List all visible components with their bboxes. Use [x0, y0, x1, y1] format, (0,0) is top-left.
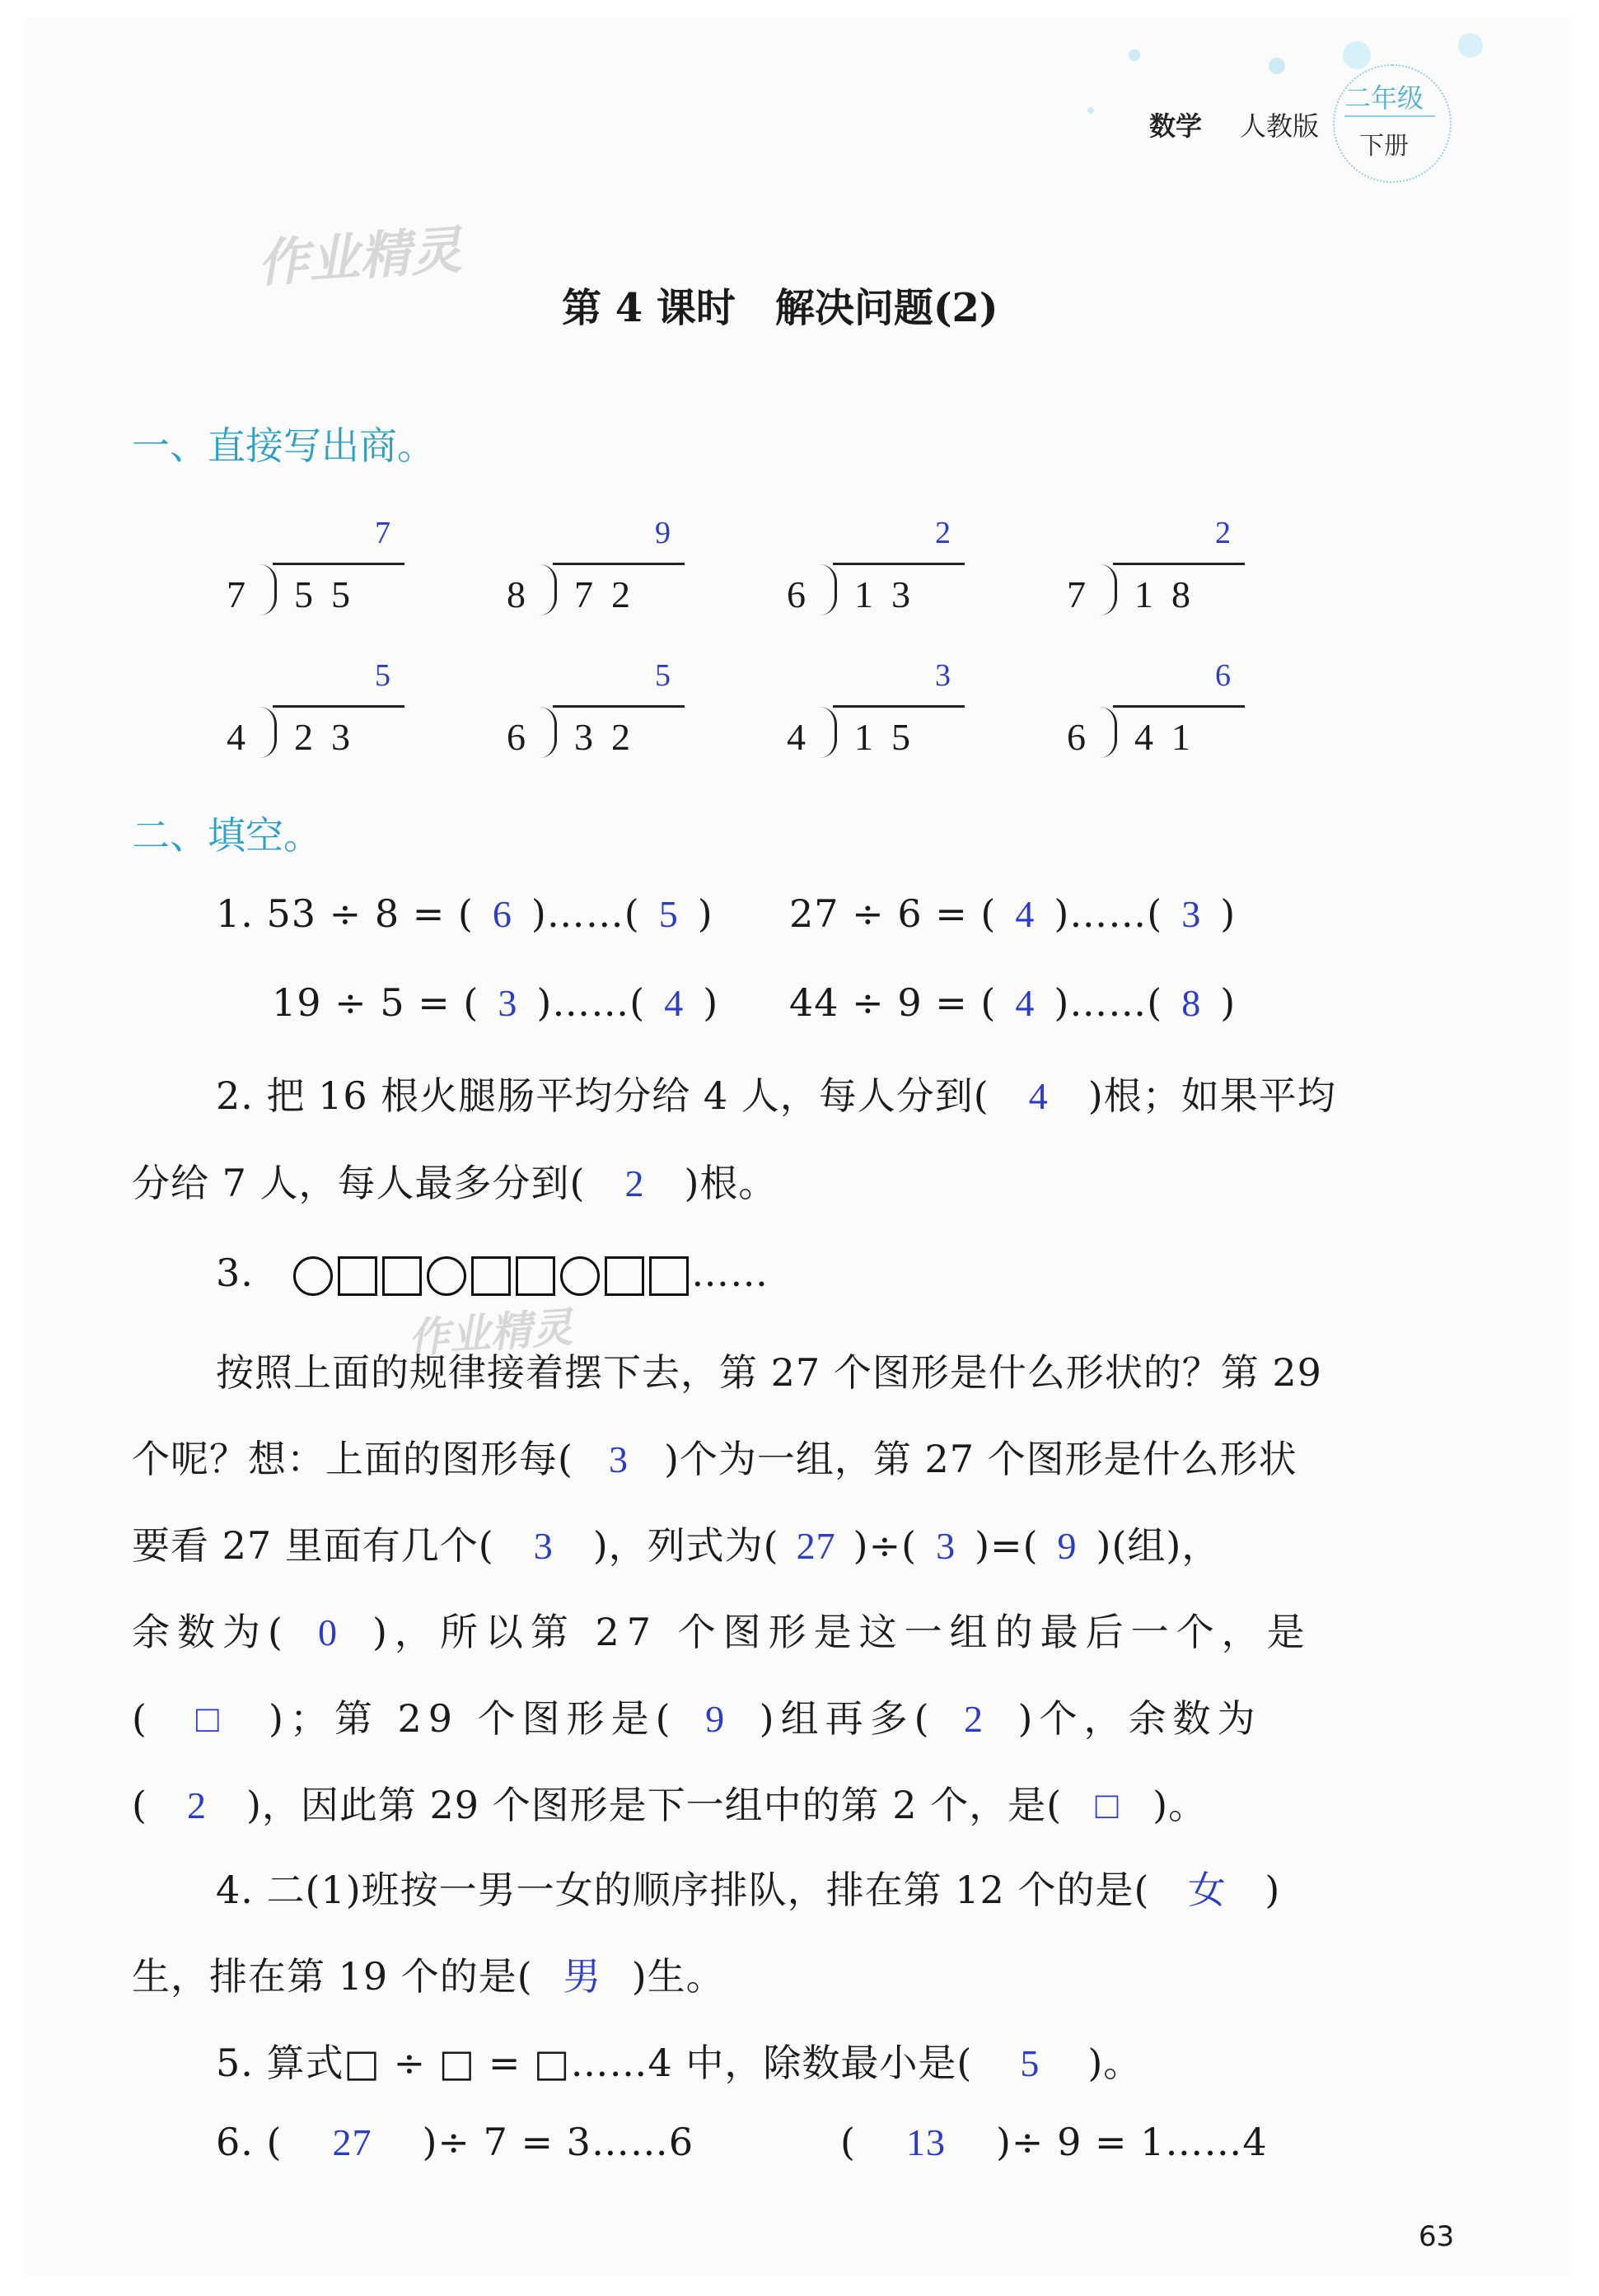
quotient-answer: 5 — [655, 658, 671, 693]
q5-line: 5. 算式□ ÷ □ = □……4 中，除数最小是( 5 )。 — [216, 2041, 1143, 2085]
quotient-answer: 2 — [1215, 516, 1231, 550]
division-problem — [1067, 657, 1256, 773]
page-background — [23, 18, 1572, 2275]
dividend: 55 — [294, 573, 368, 615]
quotient-answer: 9 — [655, 516, 671, 550]
square-shape — [649, 1256, 689, 1296]
page-number: 63 — [1419, 2220, 1455, 2253]
circle-shape — [560, 1256, 600, 1296]
q1-row-2b: 44 ÷ 9 = ( 4 )……( 8 ) — [789, 980, 1237, 1025]
q2-line-1: 2. 把 16 根火腿肠平均分给 4 人，每人分到( 4 )根；如果平均 — [216, 1073, 1336, 1118]
quotient-answer: 7 — [375, 516, 390, 550]
quotient-answer: 3 — [935, 658, 951, 693]
square-shape — [471, 1256, 511, 1296]
watermark-middle: 作业精灵 — [406, 1303, 575, 1363]
q3-line-4: 余数为( 0 )，所以第 27 个图形是这一组的最后一个，是 — [132, 1610, 1312, 1654]
division-bar — [1113, 705, 1245, 708]
circle-shape — [427, 1256, 466, 1296]
divisor: 6 — [1067, 716, 1086, 758]
q3-line-6: ( 2 )，因此第 29 个图形是下一组中的第 2 个，是( □ )。 — [132, 1783, 1208, 1827]
division-bar — [273, 705, 404, 708]
q3-line-1: 按照上面的规律接着摆下去，第 27 个图形是什么形状的？第 29 — [216, 1350, 1322, 1395]
division-bar — [1113, 563, 1245, 565]
decor-dots — [1071, 33, 1483, 132]
division-bar — [273, 563, 404, 565]
square-shape — [516, 1256, 555, 1296]
quotient-answer: 2 — [935, 516, 951, 550]
quotient-answer: 5 — [375, 658, 390, 693]
divisor: 7 — [1067, 573, 1086, 615]
header-grade: 二年级 — [1344, 82, 1424, 114]
division-bracket — [540, 564, 557, 615]
section2-heading: 二、填空。 — [132, 813, 321, 858]
divisor: 7 — [227, 573, 245, 615]
division-problem — [787, 657, 976, 773]
divisor: 4 — [787, 716, 806, 758]
square-shape — [338, 1256, 377, 1296]
divisor: 4 — [227, 716, 245, 758]
divisor: 8 — [507, 573, 526, 615]
header-volume: 下册 — [1359, 132, 1409, 161]
division-bar — [553, 563, 685, 565]
division-bracket — [820, 707, 837, 758]
q6-line-a: 6. ( 27 )÷ 7 = 3……6 — [216, 2120, 694, 2164]
dividend: 72 — [574, 573, 648, 615]
q3-line-5: ( □ )；第 29 个图形是( 9 )组再多( 2 )个，余数为 — [132, 1696, 1262, 1741]
division-bracket — [1100, 564, 1117, 615]
q1-row-1b: 27 ÷ 6 = ( 4 )……( 3 ) — [789, 891, 1237, 936]
division-bracket — [259, 707, 277, 758]
q1-row-2a: 19 ÷ 5 = ( 3 )……( 4 ) — [272, 980, 719, 1025]
section1-heading: 一、直接写出商。 — [132, 423, 435, 468]
q3-line-2: 个呢？想：上面的图形每( 3 )个为一组，第 27 个图形是什么形状 — [132, 1437, 1297, 1481]
dividend: 13 — [854, 573, 928, 615]
header-edition: 人教版 — [1240, 110, 1320, 142]
dividend: 41 — [1134, 716, 1209, 758]
square-shape — [605, 1256, 644, 1296]
division-bracket — [820, 564, 837, 615]
division-problem — [227, 515, 416, 630]
dividend: 18 — [1134, 573, 1209, 615]
divisor: 6 — [787, 573, 806, 615]
q2-line-2: 分给 7 人，每人最多分到( 2 )根。 — [132, 1161, 778, 1205]
q6-line-b: ( 13 )÷ 9 = 1……4 — [840, 2120, 1268, 2164]
divisor: 6 — [507, 716, 526, 758]
square-shape — [382, 1256, 422, 1296]
division-problem — [227, 657, 416, 773]
division-bracket — [1100, 707, 1117, 758]
page-title: 第 4 课时 解决问题(2) — [562, 285, 998, 331]
dividend: 32 — [574, 716, 648, 758]
division-bar — [833, 563, 965, 565]
division-problem — [507, 657, 696, 773]
dividend: 23 — [294, 716, 368, 758]
watermark-top: 作业精灵 — [255, 219, 464, 294]
q4-line-1: 4. 二(1)班按一男一女的顺序排队，排在第 12 个的是( 女 ) — [216, 1868, 1281, 1912]
division-problem — [507, 515, 696, 630]
quotient-answer: 6 — [1215, 658, 1231, 693]
division-bracket — [259, 564, 277, 615]
division-bar — [833, 705, 965, 708]
circle-shape — [293, 1256, 333, 1296]
q3-line-3: 要看 27 里面有几个( 3 )，列式为( 27 )÷( 3 )=( 9 )(组)， — [132, 1523, 1221, 1568]
header-subject: 数学 — [1149, 110, 1203, 142]
q3-pattern-row: 3. …… — [216, 1251, 769, 1295]
division-bar — [553, 705, 685, 708]
division-bracket — [540, 707, 557, 758]
dividend: 15 — [854, 716, 928, 758]
division-problem — [787, 515, 976, 630]
division-problem — [1067, 515, 1256, 630]
q1-row-1a: 1. 53 ÷ 8 = ( 6 )……( 5 ) — [216, 891, 713, 936]
q4-line-2: 生，排在第 19 个的是( 男 )生。 — [132, 1954, 725, 1999]
